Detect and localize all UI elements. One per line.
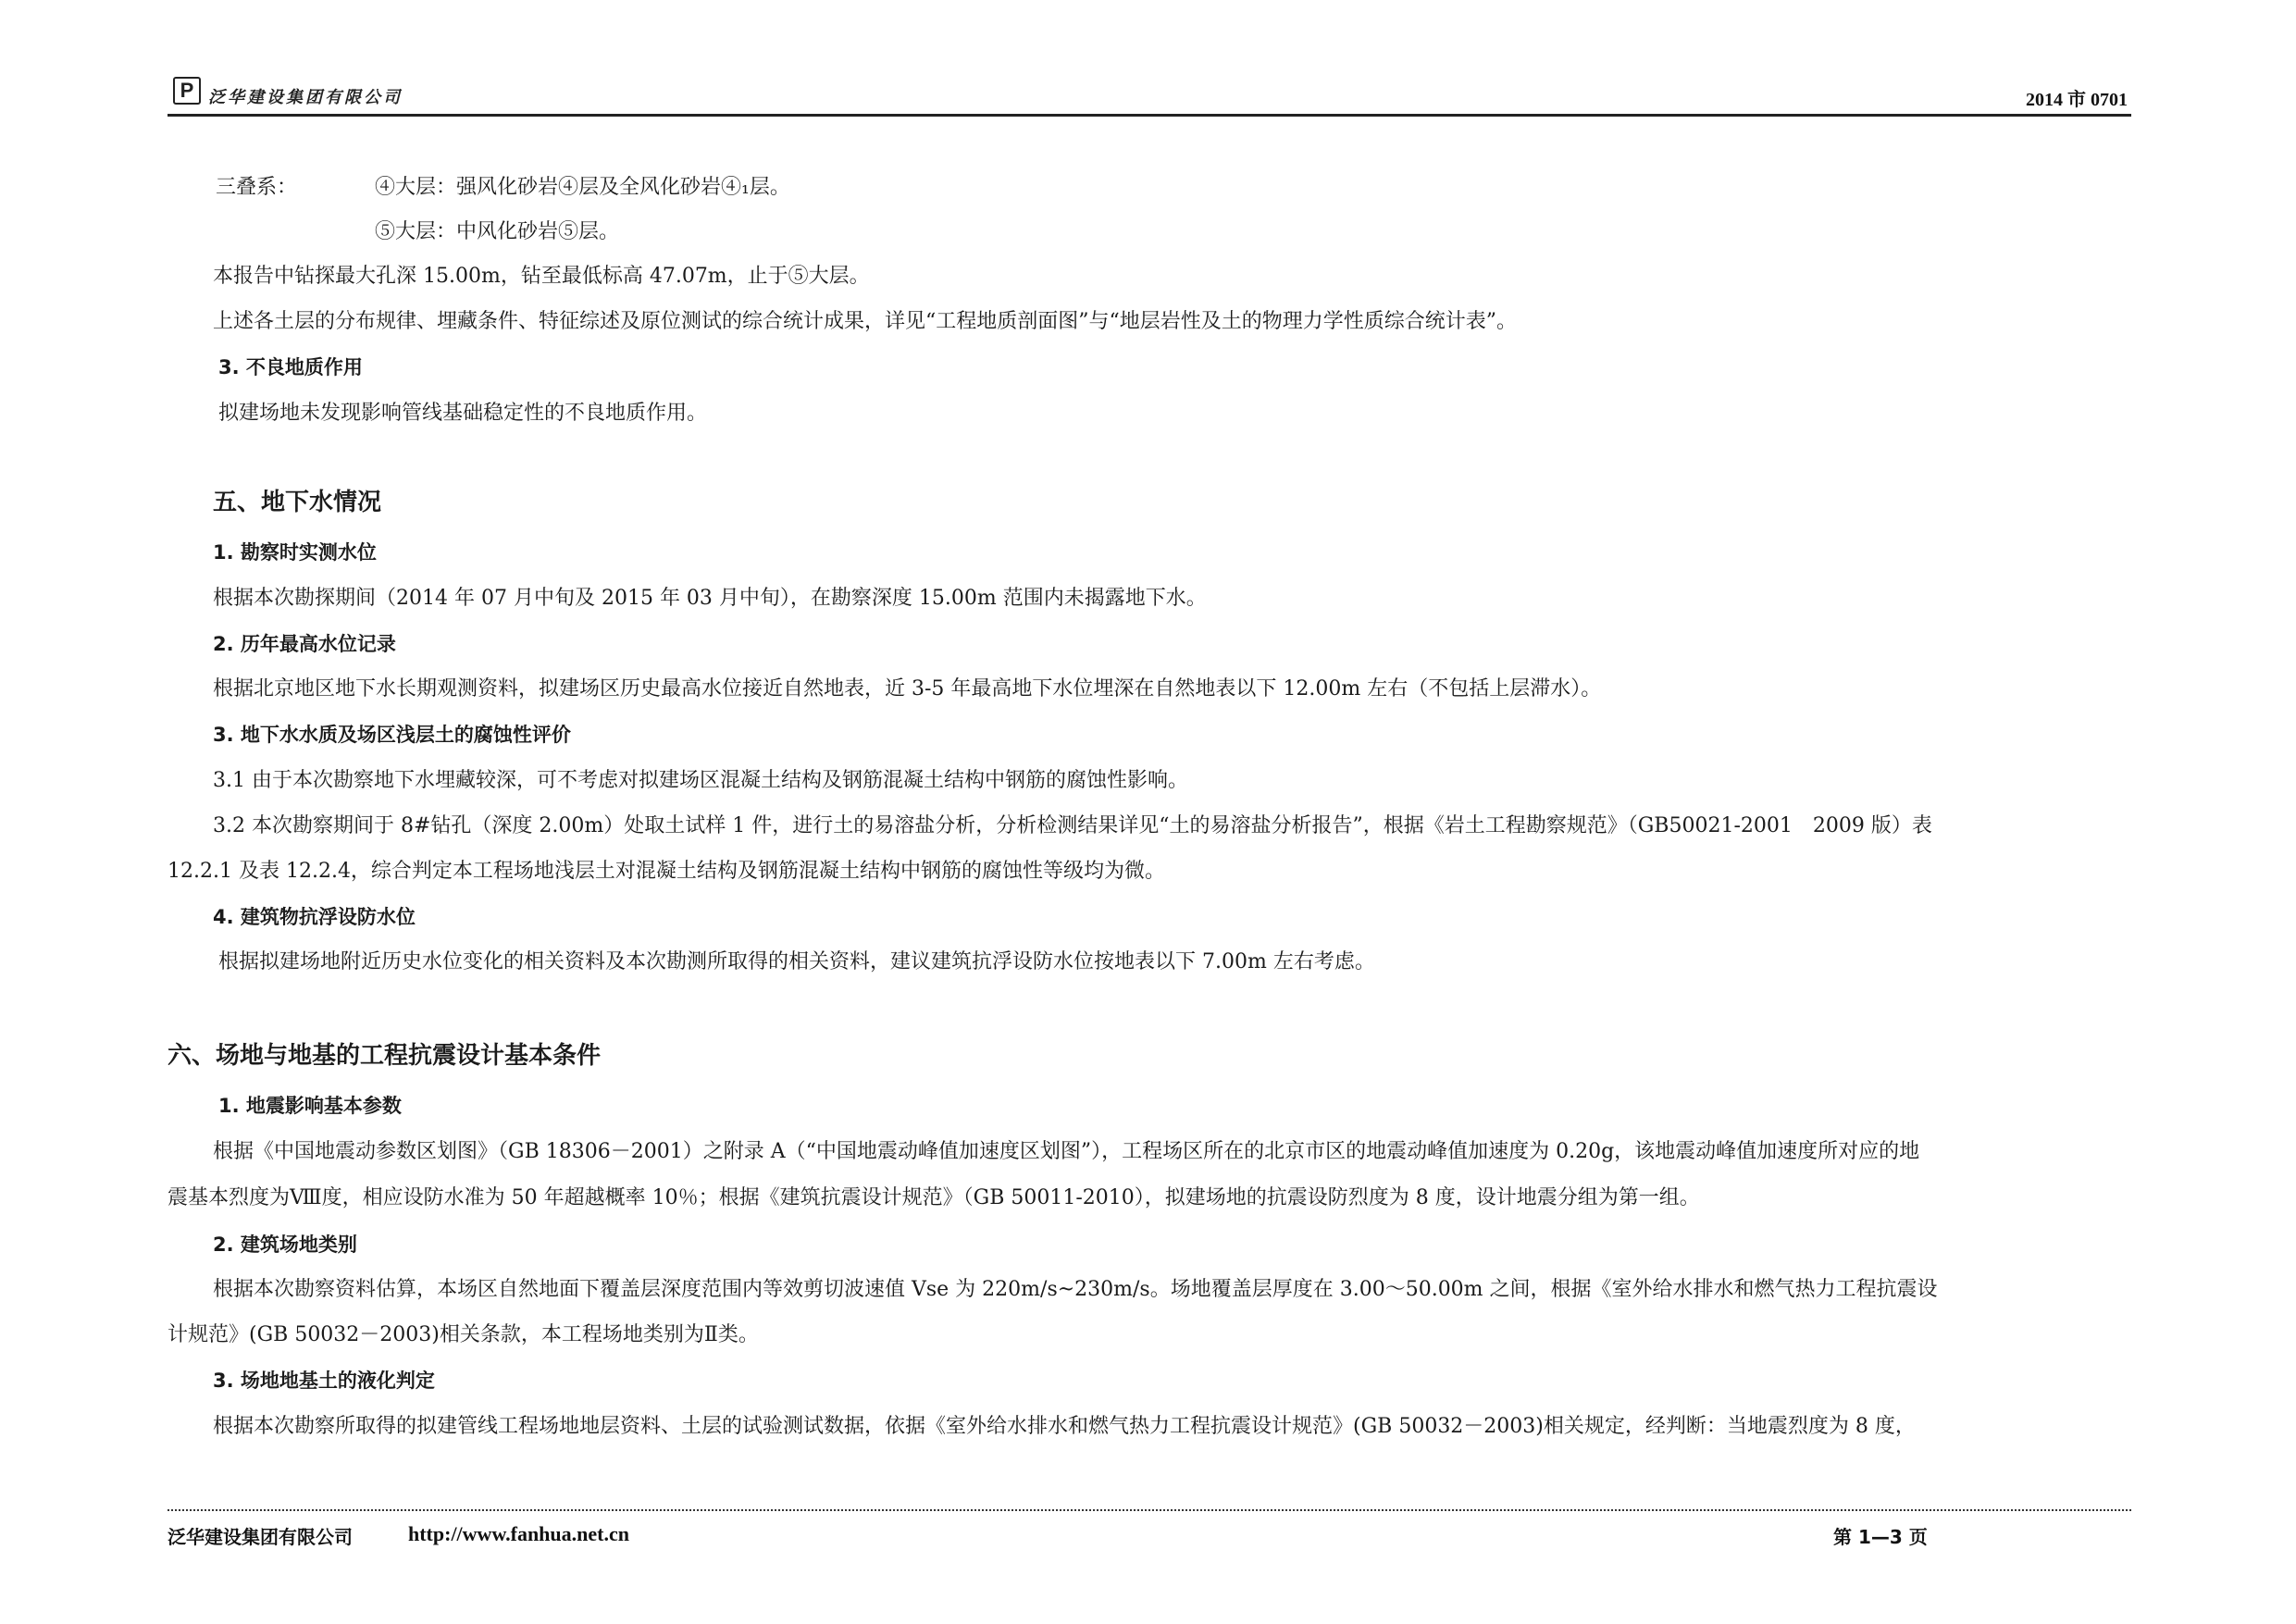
paragraph-6-3: 根据本次勘察所取得的拟建管线工程场地地层资料、土层的试验测试数据，依据《室外给水排水和燃气热力工程抗震设计规范》(GB 50032－2003)相关规定，经判断：当地震烈度为 8 度，: [213, 1415, 1916, 1438]
header-company-name: 泛华建设集团有限公司: [208, 88, 403, 106]
footer-website-link[interactable]: http://www.fanhua.net.cn: [408, 1522, 629, 1545]
paragraph-5-3-1: 3.1 由于本次勘察地下水埋藏较深，可不考虑对拟建场区混凝土结构及钢筋混凝土结构中钢筋的腐蚀性影响。: [213, 769, 1188, 792]
paragraph-6-1: 根据《中国地震动参数区划图》（GB 18306－2001）之附录 A（“中国地震动峰值加速度区划图”），工程场区所在的北京市区的地震动峰值加速度为 0.20g，该地震动峰值加速度所对应的地: [213, 1140, 1920, 1163]
paragraph-6-1-cont: 震基本烈度为Ⅷ度，相应设防水准为 50 年超越概率 10％；根据《建筑抗震设计规范》（GB 50011-2010），拟建场地的抗震设防烈度为 8 度，设计地震分组为第一组。: [168, 1186, 1700, 1209]
triassic-label: 三叠系：: [216, 176, 298, 199]
footer-company-name: 泛华建设集团有限公司: [168, 1526, 353, 1548]
section-5-title: 五、地下水情况: [213, 489, 382, 516]
heading-6-3: 3. 场地地基土的液化判定: [213, 1370, 435, 1392]
section-6-title: 六、场地与地基的工程抗震设计基本条件: [168, 1042, 602, 1070]
heading-5-3: 3. 地下水水质及场区浅层土的腐蚀性评价: [213, 724, 571, 746]
paragraph-5-3-2: 3.2 本次勘察期间于 8#钻孔（深度 2.00m）处取土试样 1 件，进行土的易溶盐分析，分析检测结果详见“土的易溶盐分析报告”，根据《岩土工程勘察规范》（GB50021-2001 2009 版）表: [213, 814, 1932, 837]
page-header: [168, 71, 2131, 117]
heading-5-2: 2. 历年最高水位记录: [213, 633, 396, 655]
heading-5-1: 1. 勘察时实测水位: [213, 541, 377, 564]
heading-6-1: 1. 地震影响基本参数: [218, 1095, 402, 1117]
layer-4-text: ④大层：强风化砂岩④层及全风化砂岩④₁层。: [375, 176, 790, 199]
paragraph-5-1: 根据本次勘探期间（2014 年 07 月中旬及 2015 年 03 月中旬），在勘察深度 15.00m 范围内未揭露地下水。: [213, 587, 1207, 610]
paragraph-6-2: 根据本次勘察资料估算，本场区自然地面下覆盖层深度范围内等效剪切波速值 Vse 为 220m/s~230m/s。场地覆盖层厚度在 3.00～50.00m 之间，根据《室外给水排水和燃气热力工程抗震设: [213, 1278, 1938, 1301]
heading-5-4: 4. 建筑物抗浮设防水位: [213, 906, 416, 928]
paragraph-5-2: 根据北京地区地下水长期观测资料，拟建场区历史最高水位接近自然地表，近 3-5 年最高地下水位埋深在自然地表以下 12.00m 左右（不包括上层滞水）。: [213, 677, 1602, 700]
paragraph-5-3-2-cont: 12.2.1 及表 12.2.4，综合判定本工程场地浅层土对混凝土结构及钢筋混凝土结构中钢筋的腐蚀性等级均为微。: [168, 860, 1165, 883]
paragraph-5-4: 根据拟建场地附近历史水位变化的相关资料及本次勘测所取得的相关资料，建议建筑抗浮设防水位按地表以下 7.00m 左右考虑。: [218, 950, 1375, 973]
page-footer: [168, 1509, 2131, 1554]
company-logo: P: [173, 77, 201, 105]
paragraph-6-2-cont: 计规范》(GB 50032－2003)相关条款，本工程场地类别为Ⅱ类。: [168, 1323, 759, 1346]
heading-adverse-geology: 3. 不良地质作用: [218, 356, 363, 378]
footer-page-number: 第 1—3 页: [1833, 1526, 1928, 1548]
paragraph-depth: 本报告中钻探最大孔深 15.00m，钻至最低标高 47.07m，止于⑤大层。: [213, 265, 870, 288]
heading-6-2: 2. 建筑场地类别: [213, 1233, 357, 1256]
header-report-code: 2014 市 0701: [2026, 90, 2128, 110]
layer-5-text: ⑤大层：中风化砂岩⑤层。: [375, 220, 620, 243]
paragraph-adverse-geology: 拟建场地未发现影响管线基础稳定性的不良地质作用。: [218, 402, 708, 425]
paragraph-summary: 上述各土层的分布规律、埋藏条件、特征综述及原位测试的综合统计成果，详见“工程地质剖面图”与“地层岩性及土的物理力学性质综合统计表”。: [213, 310, 1517, 333]
